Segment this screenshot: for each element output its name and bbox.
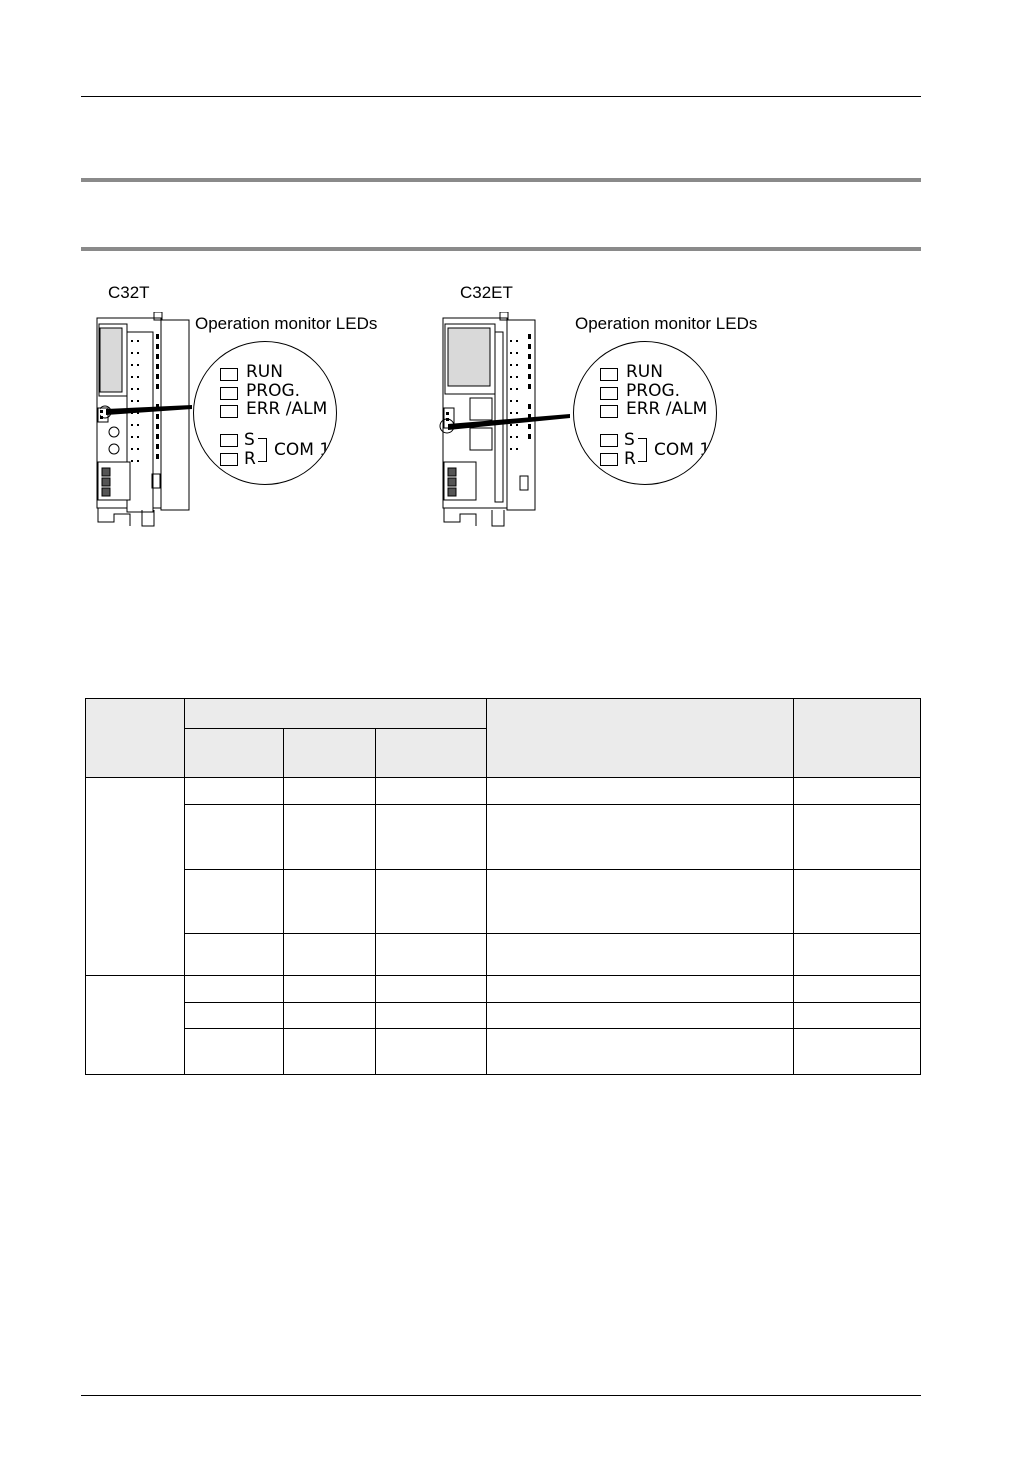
table-cell [376,870,487,934]
table-cell [794,870,921,934]
table-cell [86,976,185,1075]
table-cell [284,976,376,1003]
right-callout-label: Operation monitor LEDs [575,314,758,333]
led-label-prog: PROG. [626,381,681,401]
led-box-r [220,453,238,466]
right-model-label: C32ET [460,283,513,302]
led-label-com: COM 1 [654,440,711,460]
table-cell [487,805,794,870]
table-row [86,1029,921,1075]
table-cell [376,1003,487,1029]
led-box-s [600,434,618,447]
table-header-row [86,699,921,729]
led-status-table [85,698,921,1075]
left-callout-label: Operation monitor LEDs [195,314,378,333]
table-cell [794,976,921,1003]
table-cell [376,976,487,1003]
table-cell [794,1003,921,1029]
led-box-err [220,405,238,418]
table-cell [185,778,284,805]
table-cell [376,778,487,805]
table-cell [86,778,185,976]
right-pointer [438,408,578,438]
table-cell [487,934,794,976]
table-row [86,778,921,805]
led-label-com: COM 1 [274,440,331,460]
led-box-prog [220,387,238,400]
table-row [86,870,921,934]
left-model-label: C32T [108,283,150,302]
led-label-run: RUN [626,362,663,382]
footer-rule [81,1395,921,1396]
table-cell [185,1029,284,1075]
header-cell [376,729,487,778]
table-cell [284,778,376,805]
table-cell [794,778,921,805]
table-cell [794,805,921,870]
table-row [86,976,921,1003]
led-label-r: R [244,449,256,469]
table-cell [794,1029,921,1075]
section-rule-bottom [81,247,921,251]
led-label-prog: PROG. [246,381,301,401]
com-bracket [638,438,647,462]
table-cell [185,976,284,1003]
table-cell [376,805,487,870]
header-cell [487,699,794,778]
table-cell [376,934,487,976]
header-cell [185,699,487,729]
table-cell [487,1029,794,1075]
header-cell [185,729,284,778]
section-rule-top [81,178,921,182]
led-box-s [220,434,238,447]
table-row [86,934,921,976]
header-cell [794,699,921,778]
led-label-err: ERR /ALM [246,399,328,419]
led-box-err [600,405,618,418]
led-label-run: RUN [246,362,283,382]
table-cell [376,1029,487,1075]
table-cell [487,778,794,805]
left-pointer [100,395,200,425]
table-cell [185,934,284,976]
table-cell [487,1003,794,1029]
right-led-magnifier [573,341,717,485]
led-box-r [600,453,618,466]
led-label-r: R [624,449,636,469]
table-cell [185,805,284,870]
table-row [86,1003,921,1029]
led-box-prog [600,387,618,400]
led-label-s: S [624,430,635,450]
table-cell [794,934,921,976]
table-cell [284,934,376,976]
table-cell [284,1003,376,1029]
left-led-magnifier [193,341,337,485]
led-box-run [600,368,618,381]
table-cell [185,870,284,934]
header-cell [284,729,376,778]
table-cell [487,976,794,1003]
table-row [86,805,921,870]
table-cell [185,1003,284,1029]
led-box-run [220,368,238,381]
table-cell [284,870,376,934]
header-rule [81,96,921,97]
com-bracket [258,438,267,462]
led-label-err: ERR /ALM [626,399,708,419]
table-cell [487,870,794,934]
header-cell [86,699,185,778]
table-cell [284,1029,376,1075]
led-label-s: S [244,430,255,450]
table-cell [284,805,376,870]
